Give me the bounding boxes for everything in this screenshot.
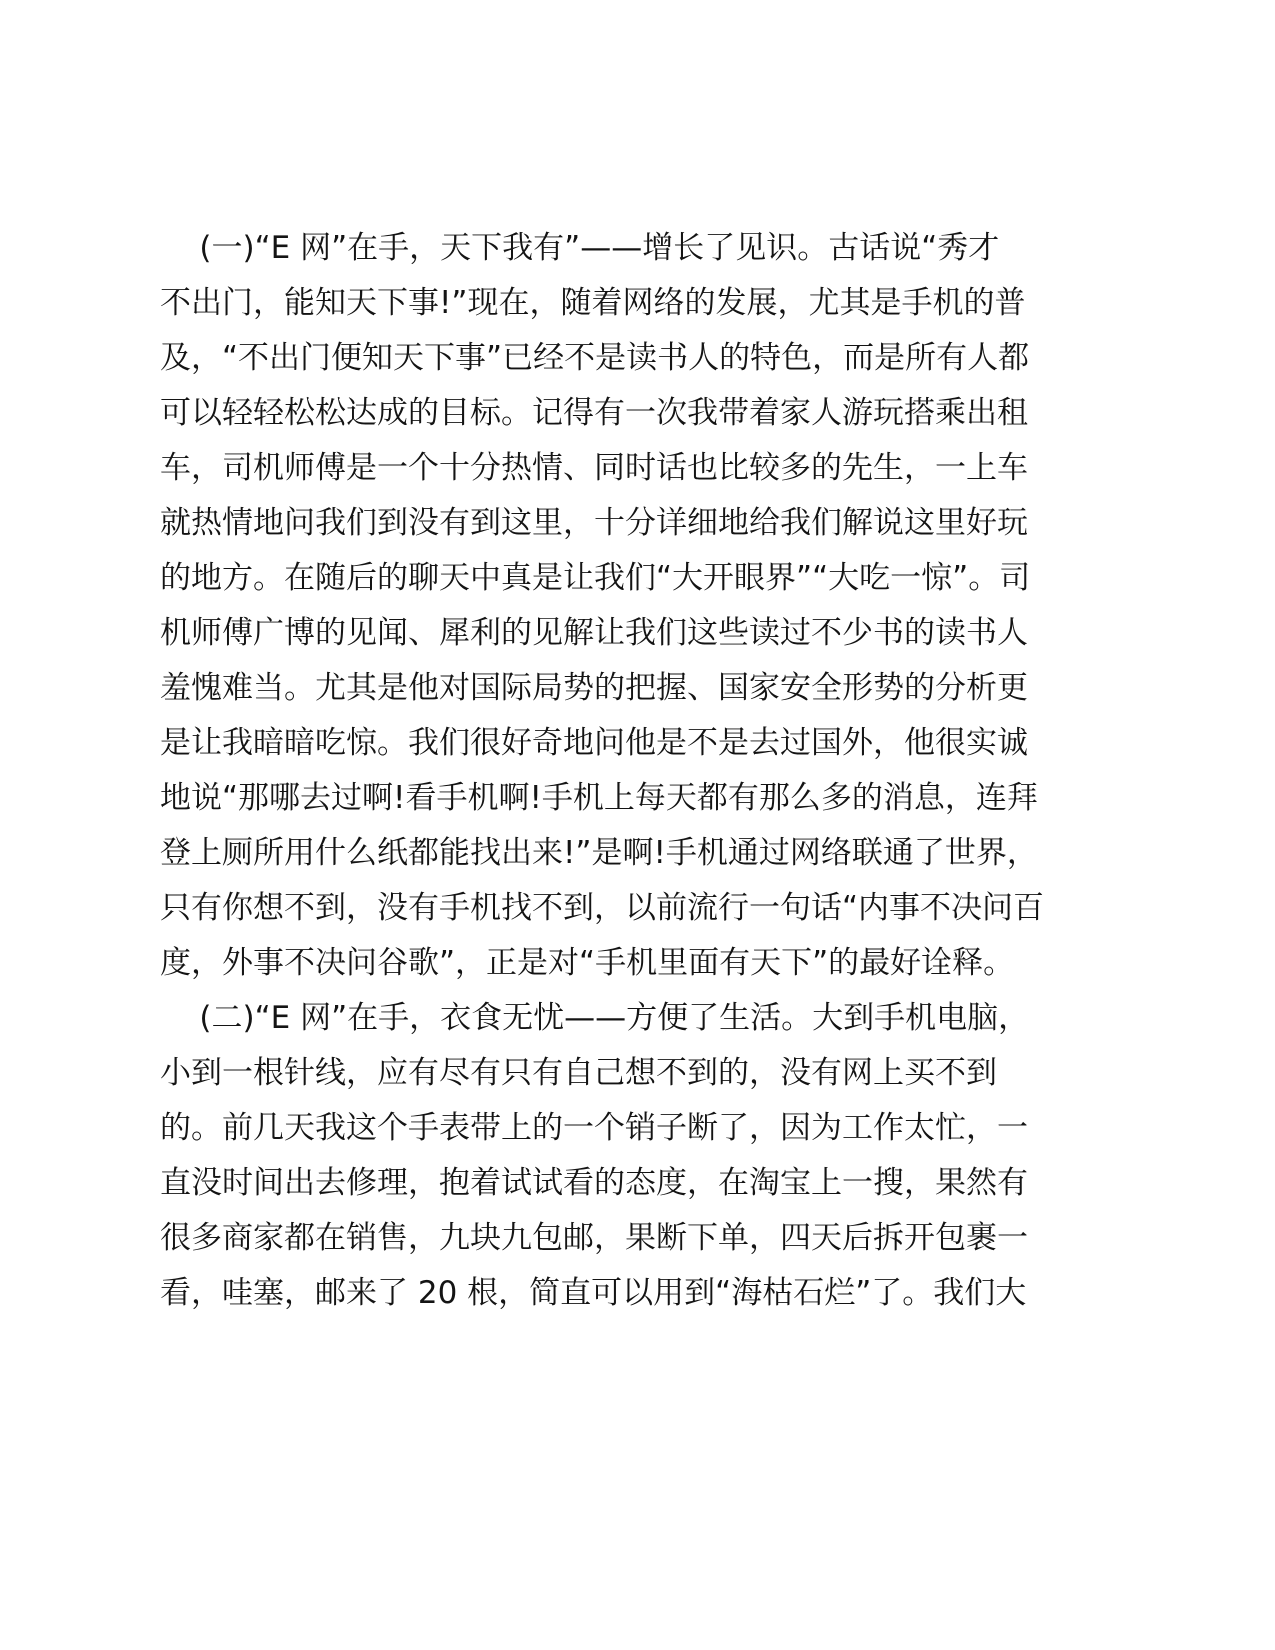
text-line: 羞愧难当。尤其是他对国际局势的把握、国家安全形势的分析更 [160,670,1028,706]
text-line: 车，司机师傅是一个十分热情、同时话也比较多的先生，一上车 [160,450,1028,486]
text-line: (二)“E 网”在手，衣食无忧——方便了生活。大到手机电脑， [160,1000,1030,1036]
text-line: 只有你想不到，没有手机找不到，以前流行一句话“内事不决问百 [160,890,1045,926]
text-line: 的地方。在随后的聊天中真是让我们“大开眼界”“大吃一惊”。司 [160,560,1031,596]
text-line: 不出门，能知天下事!”现在，随着网络的发展，尤其是手机的普 [160,285,1026,321]
text-line: 地说“那哪去过啊!看手机啊!手机上每天都有那么多的消息，连拜 [160,780,1038,816]
text-line: 就热情地问我们到没有到这里，十分详细地给我们解说这里好玩 [160,505,1028,541]
text-line: 是让我暗暗吃惊。我们很好奇地问他是不是去过国外，他很实诚 [160,725,1028,761]
text-line: 可以轻轻松松达成的目标。记得有一次我带着家人游玩搭乘出租 [160,395,1028,431]
text-line: 很多商家都在销售，九块九包邮，果断下单，四天后拆开包裹一 [160,1220,1028,1256]
text-line: 度，外事不决问谷歌”，正是对“手机里面有天下”的最好诠释。 [160,945,1015,981]
text-line: 机师傅广博的见闻、犀利的见解让我们这些读过不少书的读书人 [160,615,1028,651]
text-line: 登上厕所用什么纸都能找出来!”是啊!手机通过网络联通了世界， [160,835,1038,871]
text-line: 的。前几天我这个手表带上的一个销子断了，因为工作太忙，一 [160,1110,1028,1146]
text-line: 小到一根针线，应有尽有只有自己想不到的，没有网上买不到 [160,1055,997,1091]
text-line: 看，哇塞，邮来了 20 根，简直可以用到“海枯石烂”了。我们大 [160,1275,1027,1311]
text-line: 直没时间出去修理，抱着试试看的态度，在淘宝上一搜，果然有 [160,1165,1028,1201]
text-line: (一)“E 网”在手，天下我有”——增长了见识。古话说“秀才 [160,230,1000,266]
text-line: 及，“不出门便知天下事”已经不是读书人的特色，而是所有人都 [160,340,1030,376]
